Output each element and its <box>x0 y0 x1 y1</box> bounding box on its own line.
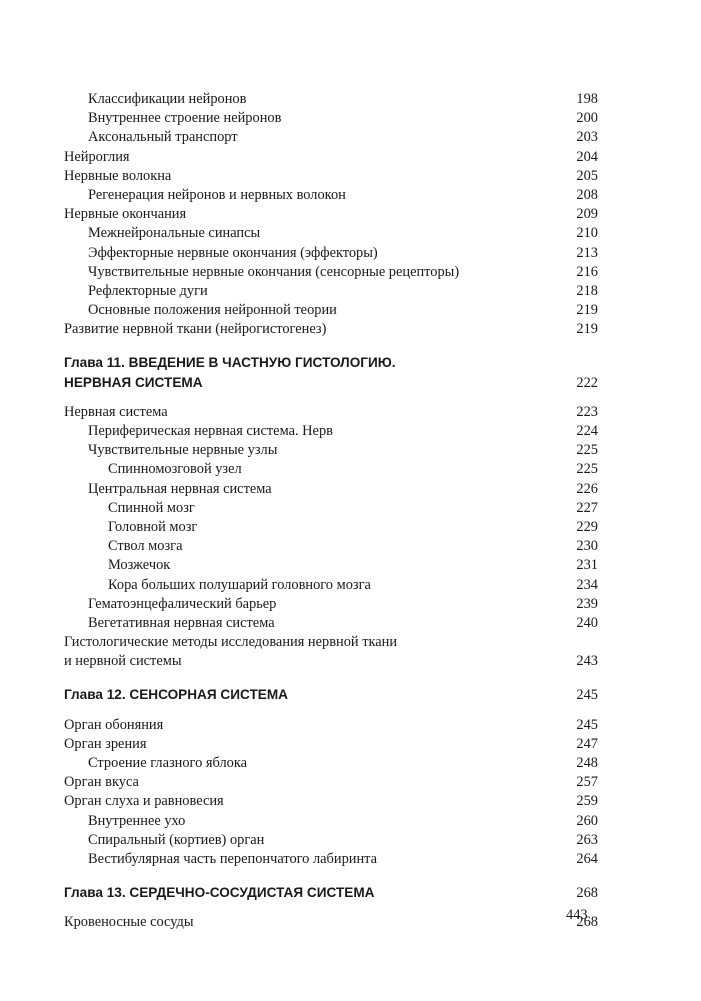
toc-entry-title: Спинномозговой узел <box>108 461 242 478</box>
chapter-12-entry[interactable] <box>64 685 598 704</box>
toc-entry[interactable] <box>64 773 598 792</box>
toc-entry-title: Вегетативная нервная система <box>88 614 275 631</box>
toc-entry-title: Мозжечок <box>108 557 171 574</box>
toc-entry-multiline-first[interactable] <box>64 633 598 652</box>
toc-entry-page: 245 <box>576 716 598 733</box>
toc-entry-page: 264 <box>576 850 598 867</box>
spacer <box>64 392 598 403</box>
toc-entry[interactable] <box>64 403 598 422</box>
toc-entry[interactable] <box>64 244 598 263</box>
toc-entry-title: Кора больших полушарий головного мозга <box>108 576 371 593</box>
toc-entry-title: Вестибулярная часть перепончатого лабиринта <box>88 850 378 867</box>
toc-entry-title: Нервные волокна <box>64 167 172 184</box>
toc-entry-page: 222 <box>576 374 598 391</box>
toc-entry-title: Спиральный (кортиев) орган <box>88 831 265 848</box>
toc-entry-page: 219 <box>576 321 598 338</box>
toc-entry[interactable] <box>64 301 598 320</box>
toc-entry[interactable] <box>64 556 598 575</box>
toc-entry[interactable] <box>64 480 598 499</box>
toc-entry-page: 260 <box>576 812 598 829</box>
toc-entry[interactable] <box>64 422 598 441</box>
toc-entry-title: Эффекторные нервные окончания (эффекторы) <box>88 244 378 261</box>
toc-entry[interactable] <box>64 224 598 243</box>
toc-entry-title: Кровеносные сосуды <box>64 914 194 931</box>
toc-entry-page: 204 <box>576 148 598 165</box>
toc-entry-title: Основные положения нейронной теории <box>88 302 337 319</box>
table-of-contents <box>64 90 598 933</box>
toc-entry[interactable] <box>64 595 598 614</box>
toc-entry-page: 198 <box>576 91 598 107</box>
toc-entry[interactable] <box>64 735 598 754</box>
toc-entry-title: Орган вкуса <box>64 774 139 791</box>
toc-entry-page: 234 <box>576 576 598 593</box>
chapter-11-heading[interactable]: Глава 11. ВВЕДЕНИЕ В ЧАСТНУЮ ГИСТОЛОГИЮ. <box>64 355 396 371</box>
toc-entry-title: Внутреннее ухо <box>88 812 186 829</box>
spacer <box>64 902 598 913</box>
toc-entry[interactable] <box>64 109 598 128</box>
toc-entry-title: Внутреннее строение нейронов <box>88 110 282 127</box>
toc-entry-page: 268 <box>576 914 598 931</box>
toc-entry[interactable] <box>64 148 598 167</box>
toc-entry-title: Орган обоняния <box>64 716 164 733</box>
toc-entry-title: Межнейрональные синапсы <box>88 225 261 242</box>
toc-entry-title: Головной мозг <box>108 518 198 535</box>
toc-entry-title: Нейроглия <box>64 148 130 165</box>
chapter-11-title: НЕРВНАЯ СИСТЕМА <box>64 374 203 390</box>
toc-entry-page: 245 <box>576 687 598 704</box>
toc-entry[interactable] <box>64 831 598 850</box>
spacer <box>64 671 598 685</box>
toc-entry[interactable] <box>64 792 598 811</box>
toc-entry[interactable] <box>64 186 598 205</box>
toc-entry-page: 209 <box>576 206 598 223</box>
toc-entry-page: 200 <box>576 110 598 127</box>
toc-entry[interactable] <box>64 652 598 671</box>
toc-entry-page: 240 <box>576 614 598 631</box>
toc-entry[interactable] <box>64 614 598 633</box>
toc-entry-page: 268 <box>576 885 598 902</box>
toc-entry[interactable] <box>64 754 598 773</box>
toc-entry-title: Гематоэнцефалический барьер <box>88 595 277 612</box>
toc-entry[interactable] <box>64 263 598 282</box>
toc-entry[interactable] <box>64 90 598 109</box>
toc-entry-title: Нервная система <box>64 403 168 420</box>
toc-entry-page: 257 <box>576 774 598 791</box>
toc-entry-page: 248 <box>576 755 598 771</box>
toc-entry-page: 227 <box>576 499 598 516</box>
toc-entry-title: Классификации нейронов <box>88 91 247 107</box>
toc-entry-title: Периферическая нервная система. Нерв <box>88 423 333 439</box>
toc-entry[interactable] <box>64 913 598 932</box>
toc-entry[interactable] <box>64 441 598 460</box>
toc-entry[interactable] <box>64 282 598 301</box>
toc-entry-page: 226 <box>576 480 598 497</box>
toc-entry-page: 259 <box>576 793 598 810</box>
toc-entry-page: 225 <box>576 442 598 459</box>
toc-entry-title: Ствол мозга <box>108 538 183 555</box>
toc-entry-page: 224 <box>576 423 598 439</box>
toc-entry-page: 263 <box>576 831 598 848</box>
toc-entry-page: 243 <box>576 653 598 670</box>
toc-entry-title: Аксональный транспорт <box>88 129 238 146</box>
toc-entry-page: 219 <box>576 302 598 319</box>
toc-entry-page: 247 <box>576 735 598 752</box>
toc-entry[interactable] <box>64 576 598 595</box>
toc-entry-title: Регенерация нейронов и нервных волокон <box>88 186 346 203</box>
toc-entry-page: 205 <box>576 167 598 184</box>
toc-entry-title: Строение глазного яблока <box>88 755 247 771</box>
toc-entry-page: 239 <box>576 595 598 612</box>
toc-entry[interactable] <box>64 812 598 831</box>
toc-entry-title: Чувствительные нервные окончания (сенсорные рецепторы) <box>88 263 460 280</box>
spacer <box>64 705 598 716</box>
toc-entry[interactable] <box>64 499 598 518</box>
toc-entry-title: Рефлекторные дуги <box>88 282 208 299</box>
spacer <box>64 339 598 353</box>
toc-entry[interactable] <box>64 518 598 537</box>
toc-entry-title: Развитие нервной ткани (нейрогистогенез) <box>64 321 327 338</box>
toc-entry[interactable] <box>64 128 598 147</box>
chapter-12-title: Глава 12. СЕНСОРНАЯ СИСТЕМА <box>64 687 288 703</box>
toc-entry-page: 225 <box>576 461 598 478</box>
toc-entry-title: и нервной системы <box>64 653 182 670</box>
chapter-13-entry[interactable] <box>64 883 598 902</box>
toc-entry-page: 210 <box>576 225 598 242</box>
spacer <box>64 869 598 883</box>
toc-entry-title: Орган зрения <box>64 735 147 752</box>
toc-entry[interactable] <box>64 716 598 735</box>
toc-entry-page: 229 <box>576 518 598 535</box>
toc-entry-title: Центральная нервная система <box>88 480 272 497</box>
toc-entry-title: Чувствительные нервные узлы <box>88 442 278 459</box>
toc-entry[interactable] <box>64 460 598 479</box>
toc-entry-page: 203 <box>576 129 598 146</box>
page-number: 443 <box>566 907 588 923</box>
toc-entry-page: 230 <box>576 538 598 555</box>
toc-entry-title: Нервные окончания <box>64 206 187 223</box>
toc-entry[interactable] <box>64 537 598 556</box>
toc-entry-title: Гистологические методы исследования нервной ткани <box>64 634 398 651</box>
toc-entry-page: 223 <box>576 403 598 420</box>
toc-entry[interactable] <box>64 320 598 339</box>
toc-entry-page: 213 <box>576 244 598 261</box>
chapter-13-title: Глава 13. СЕРДЕЧНО-СОСУДИСТАЯ СИСТЕМА <box>64 885 375 901</box>
toc-entry-page: 216 <box>576 263 598 280</box>
toc-entry[interactable] <box>64 167 598 186</box>
toc-entry[interactable] <box>64 850 598 869</box>
toc-entry-page: 218 <box>576 282 598 299</box>
toc-entry-title: Орган слуха и равновесия <box>64 793 224 810</box>
toc-entry-title: Спинной мозг <box>108 499 195 516</box>
chapter-11-entry[interactable] <box>64 373 598 392</box>
toc-entry-page: 208 <box>576 186 598 203</box>
toc-entry-page: 231 <box>576 557 598 574</box>
toc-entry[interactable] <box>64 205 598 224</box>
